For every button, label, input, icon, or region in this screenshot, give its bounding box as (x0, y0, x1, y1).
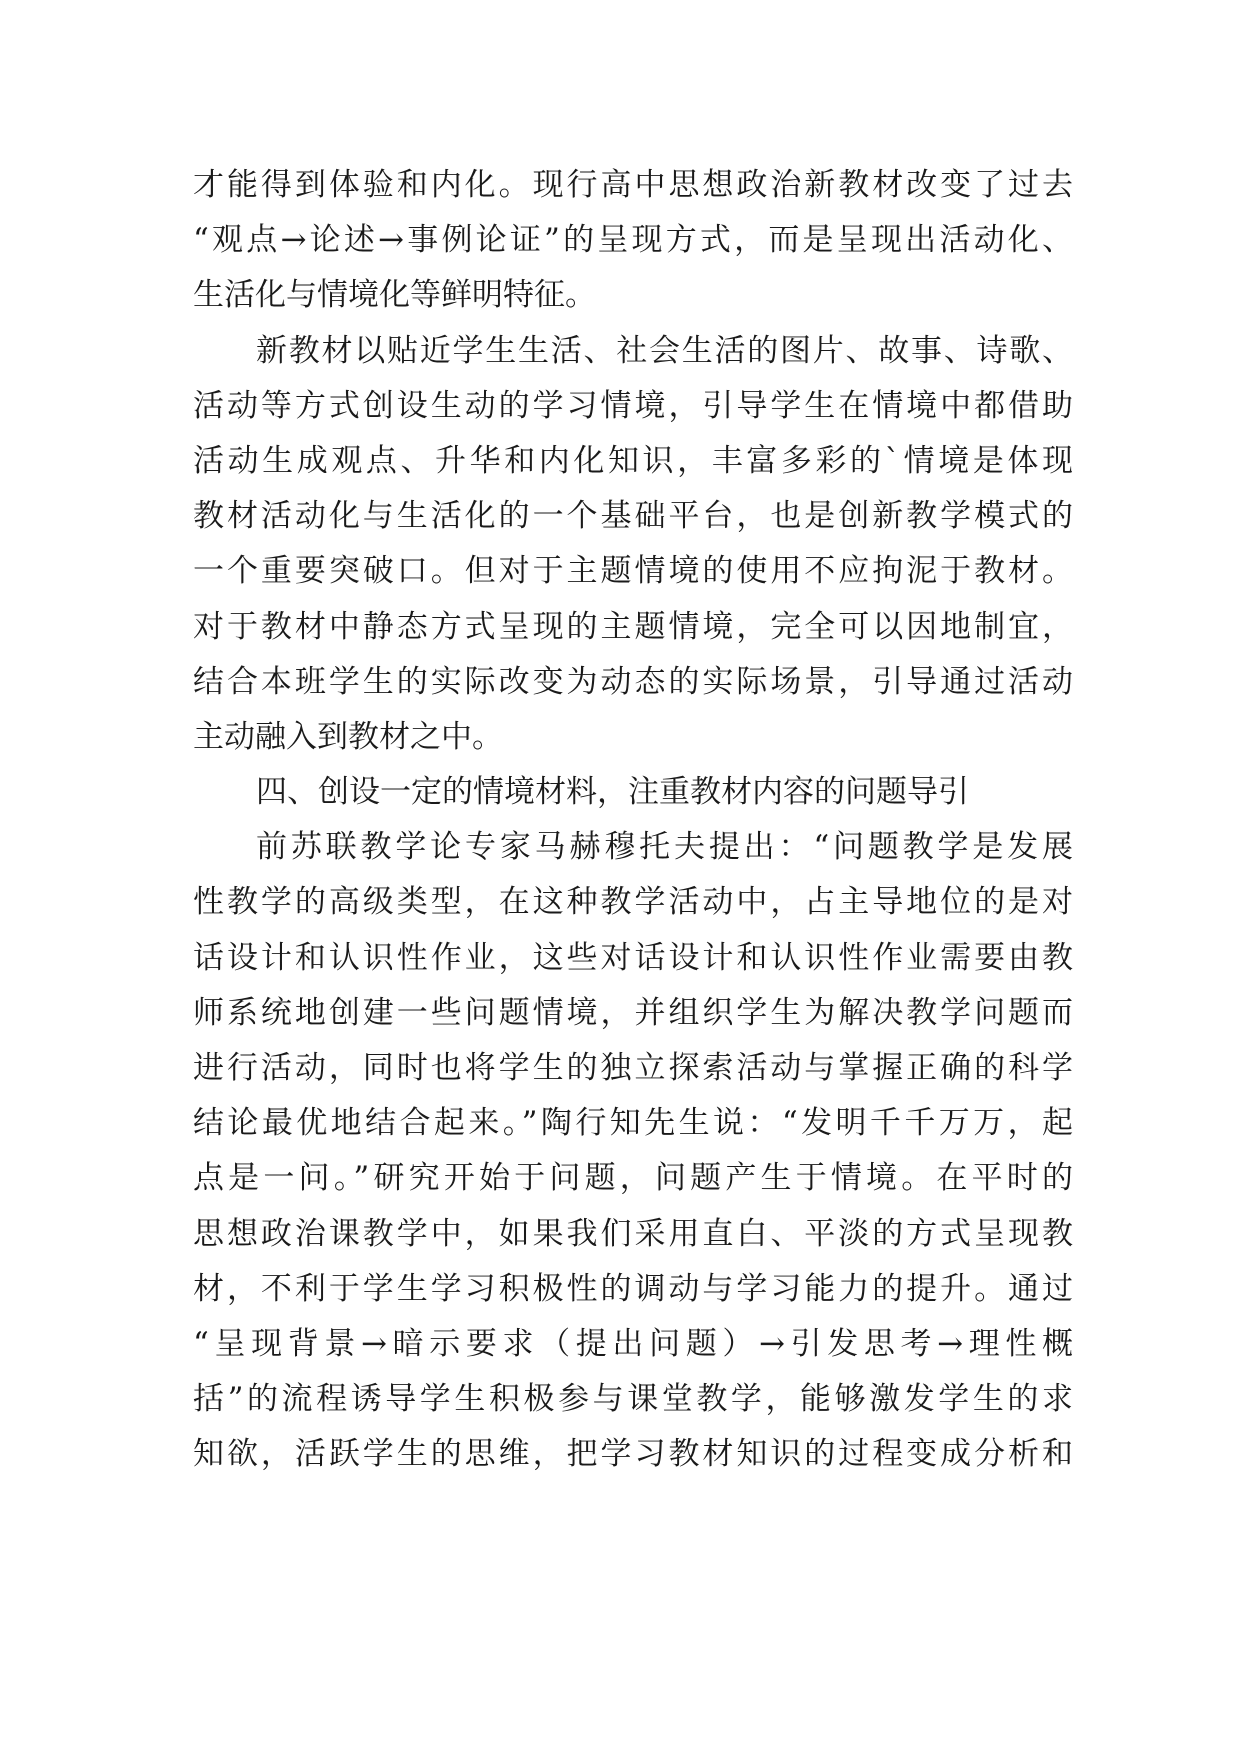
text-line: 教材活动化与生活化的一个基础平台，也是创新教学模式的 (193, 498, 1073, 535)
text-line: 点是一问。”研究开始于问题，问题产生于情境。在平时的 (193, 1160, 1073, 1197)
text-line: 结论最优地结合起来。”陶行知先生说：“发明千千万万，起 (193, 1105, 1073, 1142)
text-line: 活动生成观点、升华和内化知识，丰富多彩的`情境是体现 (193, 442, 1073, 479)
text-line: 四、创设一定的情境材料，注重教材内容的问题导引 (256, 774, 969, 811)
text-line: 性教学的高级类型，在这种教学活动中，占主导地位的是对 (193, 884, 1073, 921)
text-line: 前苏联教学论专家马赫穆托夫提出：“问题教学是发展 (256, 829, 1073, 866)
text-line: “观点→论述→事例论证”的呈现方式，而是呈现出活动化、 (193, 222, 1073, 259)
text-line: 对于教材中静态方式呈现的主题情境，完全可以因地制宜， (193, 608, 1073, 645)
text-line: 材，不利于学生学习积极性的调动与学习能力的提升。通过 (193, 1270, 1073, 1307)
text-line: 进行活动，同时也将学生的独立探索活动与掌握正确的科学 (193, 1050, 1073, 1086)
text-line: 思想政治课教学中，如果我们采用直白、平淡的方式呈现教 (193, 1215, 1073, 1252)
text-line: 一个重要突破口。但对于主题情境的使用不应拘泥于教材。 (193, 553, 1073, 590)
text-line: 主动融入到教材之中。 (193, 718, 503, 755)
text-line: 活动等方式创设生动的学习情境，引导学生在情境中都借助 (193, 387, 1073, 424)
text-line: “呈现背景→暗示要求（提出问题）→引发思考→理性概 (193, 1325, 1073, 1362)
body-text (193, 158, 1073, 1483)
text-line: 生活化与情境化等鲜明特征。 (193, 277, 596, 314)
text-line: 新教材以贴近学生生活、社会生活的图片、故事、诗歌、 (256, 332, 1073, 369)
text-line: 括”的流程诱导学生积极参与课堂教学，能够激发学生的求 (193, 1381, 1073, 1418)
text-line: 话设计和认识性作业，这些对话设计和认识性作业需要由教 (193, 939, 1073, 976)
text-line: 才能得到体验和内化。现行高中思想政治新教材改变了过去 (193, 167, 1073, 203)
text-line: 结合本班学生的实际改变为动态的实际场景，引导通过活动 (193, 663, 1073, 700)
text-line: 师系统地创建一些问题情境，并组织学生为解决教学问题而 (193, 994, 1073, 1031)
text-line: 知欲，活跃学生的思维，把学习教材知识的过程变成分析和 (193, 1436, 1073, 1473)
